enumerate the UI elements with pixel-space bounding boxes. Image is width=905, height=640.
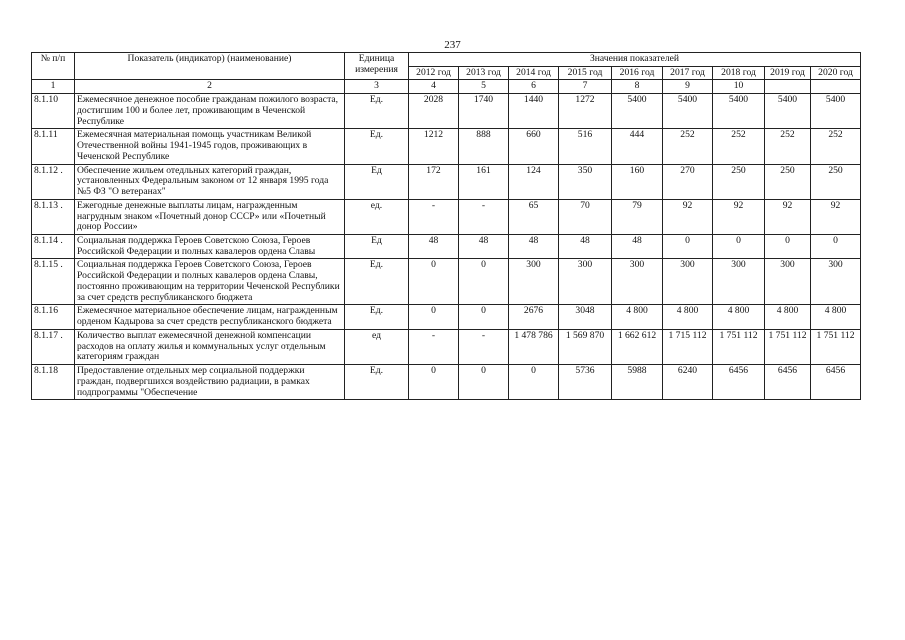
value-cell: 4 800 bbox=[663, 305, 713, 329]
column-number: 3 bbox=[345, 80, 409, 94]
value-cell: 3048 bbox=[559, 305, 612, 329]
column-number: 1 bbox=[32, 80, 75, 94]
header-year: 2013 год bbox=[459, 66, 509, 80]
value-cell: 124 bbox=[509, 164, 559, 199]
indicator-name: Ежегодные денежные выплаты лицам, награжденным нагрудным знаком «Почетный донор СССР» или «Почетный донор России» bbox=[75, 199, 345, 234]
value-cell: 1 751 112 bbox=[811, 329, 861, 364]
value-cell: 250 bbox=[811, 164, 861, 199]
value-cell: 48 bbox=[459, 235, 509, 259]
value-cell: 252 bbox=[811, 129, 861, 164]
value-cell: 1 751 112 bbox=[765, 329, 811, 364]
value-cell: 0 bbox=[409, 259, 459, 305]
value-cell: 5400 bbox=[612, 94, 663, 129]
value-cell: 92 bbox=[811, 199, 861, 234]
unit-cell: Ед. bbox=[345, 259, 409, 305]
value-cell: 4 800 bbox=[765, 305, 811, 329]
row-number: 8.1.12 . bbox=[32, 164, 75, 199]
unit-cell: Ед bbox=[345, 164, 409, 199]
header-year: 2012 год bbox=[409, 66, 459, 80]
header-year: 2014 год bbox=[509, 66, 559, 80]
row-number: 8.1.16 bbox=[32, 305, 75, 329]
value-cell: 300 bbox=[713, 259, 765, 305]
value-cell: 0 bbox=[663, 235, 713, 259]
value-cell: 79 bbox=[612, 199, 663, 234]
column-number: 5 bbox=[459, 80, 509, 94]
value-cell: 300 bbox=[559, 259, 612, 305]
unit-cell: Ед. bbox=[345, 305, 409, 329]
column-number: 8 bbox=[612, 80, 663, 94]
indicator-name: Количество выплат ежемесячной денежной компенсации расходов на оплату жилья и коммунальных услуг отдельным категориям граждан bbox=[75, 329, 345, 364]
value-cell: 888 bbox=[459, 129, 509, 164]
value-cell: 6456 bbox=[713, 365, 765, 400]
value-cell: 4 800 bbox=[811, 305, 861, 329]
page-number: 237 bbox=[444, 39, 461, 51]
value-cell: 0 bbox=[409, 305, 459, 329]
value-cell: 65 bbox=[509, 199, 559, 234]
value-cell: 48 bbox=[559, 235, 612, 259]
value-cell: 92 bbox=[765, 199, 811, 234]
value-cell: - bbox=[459, 329, 509, 364]
unit-cell: Ед. bbox=[345, 129, 409, 164]
value-cell: 250 bbox=[713, 164, 765, 199]
value-cell: 1 715 112 bbox=[663, 329, 713, 364]
header-row-1 bbox=[32, 53, 861, 67]
value-cell: 1272 bbox=[559, 94, 612, 129]
value-cell: 270 bbox=[663, 164, 713, 199]
value-cell: 48 bbox=[409, 235, 459, 259]
value-cell: 252 bbox=[765, 129, 811, 164]
value-cell: 5400 bbox=[713, 94, 765, 129]
header-unit: Единица измерения bbox=[345, 53, 409, 80]
value-cell: 6456 bbox=[811, 365, 861, 400]
unit-cell: ед. bbox=[345, 199, 409, 234]
indicator-name: Предоставление отдельных мер социальной поддержки граждан, подвергшихся воздействию радиации, в рамках подпрограммы "Обеспечение bbox=[75, 365, 345, 400]
header-no: № п/п bbox=[32, 53, 75, 80]
row-number: 8.1.14 . bbox=[32, 235, 75, 259]
value-cell: 444 bbox=[612, 129, 663, 164]
indicator-name: Социальная поддержка Героев Советскою Союза, Героев Российской Федерации и полных кавалеров ордена Славы bbox=[75, 235, 345, 259]
value-cell: 70 bbox=[559, 199, 612, 234]
value-cell: - bbox=[409, 199, 459, 234]
value-cell: 300 bbox=[612, 259, 663, 305]
value-cell: 300 bbox=[765, 259, 811, 305]
value-cell: 250 bbox=[765, 164, 811, 199]
header-year: 2017 год bbox=[663, 66, 713, 80]
value-cell: 5988 bbox=[612, 365, 663, 400]
unit-cell: Ед. bbox=[345, 94, 409, 129]
value-cell: 2028 bbox=[409, 94, 459, 129]
column-number bbox=[811, 80, 861, 94]
value-cell: 92 bbox=[713, 199, 765, 234]
column-number: 7 bbox=[559, 80, 612, 94]
value-cell: 0 bbox=[409, 365, 459, 400]
column-number: 4 bbox=[409, 80, 459, 94]
value-cell: 252 bbox=[663, 129, 713, 164]
column-number: 9 bbox=[663, 80, 713, 94]
indicator-name: Ежемесячное материальное обеспечение лицам, награжденным орденом Кадырова за счет средств республиканского бюджета bbox=[75, 305, 345, 329]
value-cell: 0 bbox=[811, 235, 861, 259]
table-row bbox=[32, 164, 861, 199]
row-number: 8.1.13 . bbox=[32, 199, 75, 234]
value-cell: 300 bbox=[509, 259, 559, 305]
value-cell: 4 800 bbox=[612, 305, 663, 329]
value-cell: 5400 bbox=[765, 94, 811, 129]
header-year: 2020 год bbox=[811, 66, 861, 80]
header-year: 2015 год bbox=[559, 66, 612, 80]
row-number: 8.1.18 bbox=[32, 365, 75, 400]
column-number: 2 bbox=[75, 80, 345, 94]
value-cell: 0 bbox=[713, 235, 765, 259]
value-cell: 0 bbox=[459, 259, 509, 305]
column-number: 6 bbox=[509, 80, 559, 94]
value-cell: 5736 bbox=[559, 365, 612, 400]
value-cell: 1 478 786 bbox=[509, 329, 559, 364]
row-number: 8.1.17 . bbox=[32, 329, 75, 364]
table-row bbox=[32, 305, 861, 329]
table-row bbox=[32, 235, 861, 259]
value-cell: 516 bbox=[559, 129, 612, 164]
value-cell: 4 800 bbox=[713, 305, 765, 329]
value-cell: 1 662 612 bbox=[612, 329, 663, 364]
indicators-table bbox=[31, 52, 861, 400]
table-row bbox=[32, 129, 861, 164]
table-row bbox=[32, 259, 861, 305]
value-cell: 660 bbox=[509, 129, 559, 164]
value-cell: 0 bbox=[459, 305, 509, 329]
value-cell: 160 bbox=[612, 164, 663, 199]
header-indicator: Показатель (индикатор) (наименование) bbox=[75, 53, 345, 80]
header-year: 2019 год bbox=[765, 66, 811, 80]
value-cell: 92 bbox=[663, 199, 713, 234]
value-cell: - bbox=[409, 329, 459, 364]
column-numbering-row bbox=[32, 80, 861, 94]
value-cell: 0 bbox=[509, 365, 559, 400]
value-cell: 1 569 870 bbox=[559, 329, 612, 364]
value-cell: 6240 bbox=[663, 365, 713, 400]
unit-cell: Ед bbox=[345, 235, 409, 259]
value-cell: 161 bbox=[459, 164, 509, 199]
value-cell: 48 bbox=[612, 235, 663, 259]
value-cell: 1740 bbox=[459, 94, 509, 129]
indicator-name: Ежемесячная материальная помощь участникам Великой Отечественной войны 1941-1945 годов, проживающих в Чеченской Республике bbox=[75, 129, 345, 164]
value-cell: 172 bbox=[409, 164, 459, 199]
value-cell: 48 bbox=[509, 235, 559, 259]
value-cell: 2676 bbox=[509, 305, 559, 329]
value-cell: 1 751 112 bbox=[713, 329, 765, 364]
table-row bbox=[32, 365, 861, 400]
row-number: 8.1.15 . bbox=[32, 259, 75, 305]
value-cell: 5400 bbox=[811, 94, 861, 129]
value-cell: 0 bbox=[459, 365, 509, 400]
indicator-name: Социальная поддержка Героев Советского Союза, Героев Российской Федерации и полных кавалеров ордена Славы, постоянно проживающим на территории Чеченской Республики за счет средств республиканского бюджета bbox=[75, 259, 345, 305]
value-cell: 300 bbox=[663, 259, 713, 305]
value-cell: 350 bbox=[559, 164, 612, 199]
value-cell: 252 bbox=[713, 129, 765, 164]
unit-cell: Ед. bbox=[345, 365, 409, 400]
header-year: 2016 год bbox=[612, 66, 663, 80]
unit-cell: ед bbox=[345, 329, 409, 364]
value-cell: 6456 bbox=[765, 365, 811, 400]
value-cell: 0 bbox=[765, 235, 811, 259]
row-number: 8.1.11 bbox=[32, 129, 75, 164]
header-year: 2018 год bbox=[713, 66, 765, 80]
row-number: 8.1.10 bbox=[32, 94, 75, 129]
value-cell: 1212 bbox=[409, 129, 459, 164]
value-cell: 300 bbox=[811, 259, 861, 305]
value-cell: - bbox=[459, 199, 509, 234]
header-values-group: Значения показателей bbox=[409, 53, 861, 67]
value-cell: 1440 bbox=[509, 94, 559, 129]
column-number bbox=[765, 80, 811, 94]
indicator-name: Обеспечение жильем отедльных категорий граждан, установленных Федеральным законом от 12 января 1995 года №5 ФЗ "О ветеранах" bbox=[75, 164, 345, 199]
column-number: 10 bbox=[713, 80, 765, 94]
table-row bbox=[32, 329, 861, 364]
table-row bbox=[32, 94, 861, 129]
table-row bbox=[32, 199, 861, 234]
value-cell: 5400 bbox=[663, 94, 713, 129]
indicator-name: Ежемесячное денежное пособие гражданам пожилого возраста, достигшим 100 и более лет, проживающим в Чеченской Республике bbox=[75, 94, 345, 129]
